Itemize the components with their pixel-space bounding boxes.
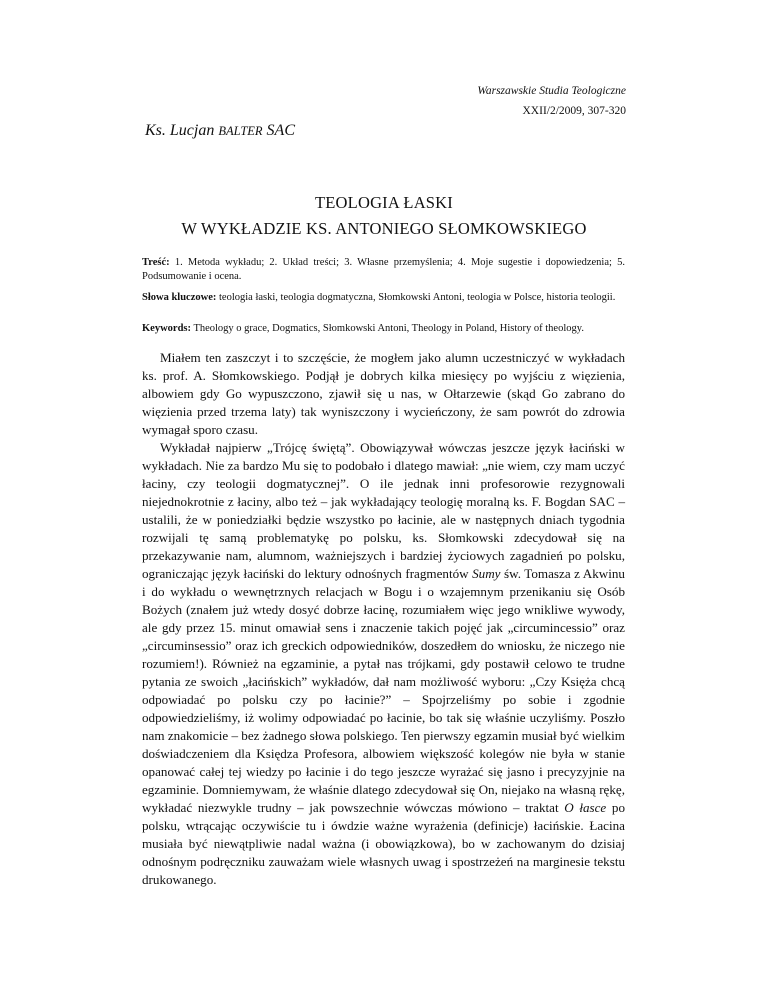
contents-text: 1. Metoda wykładu; 2. Układ treści; 3. Własne przemyślenia; 4. Moje sugestie i dopowiedzenia; 5. Podsumowanie i ocena. <box>142 257 625 282</box>
journal-header <box>477 81 626 121</box>
paragraph-2-part-b: św. Tomasza z Akwinu i do wykładu o wewnętrznych relacjach w Bogu i o wzajemnym przenikaniu się Osób Bożych (znałem już wtedy dosyć dobrze łacinę, rozumiałem więc jego wnikliwe wywody, ale gdy przez 15. minut omawiał sens i znaczenie takich pojęć jak „circumincessio” oraz „circuminsessio” oraz ich greckich odpowiedników, doszedłem do wniosku, że niczego nie rozumiem!). Również na egzaminie, a pytał nas trójkami, gdy postawił celowo te trudne pytania ze swoich „łacińskich” wykładów, dał nam możliwość wyboru: „Czy Księża chcą odpowiadać po polsku czy po łacinie?” – Spojrzeliśmy po sobie i zgodnie odpowiedzieliśmy, iż wolimy odpowiadać po łacinie, bo tak się właśnie uczyliśmy. Poszło nam znakomicie – bez żadnego słowa polskiego. Ten pierwszy egzamin musiał być wielkim doświadczeniem dla Księdza Profesora, albowiem większość kolegów nie była w stanie opanować całej tej wiedzy po łacinie i do tego jeszcze wyrażać się jasno i precyzyjnie na egzaminie. Domniemywam, że właśnie dlatego zdecydował się On, niejako na własną rękę, wykładać niezwykle trudny – jak powszechnie wówczas mówiono – traktat <box>142 566 625 815</box>
author-surname: BALTER <box>218 124 263 138</box>
article-body <box>142 349 625 889</box>
italic-o-lasce: O łasce <box>564 800 607 815</box>
author-prefix: Ks. Lucjan <box>145 122 215 139</box>
paragraph-2-part-c: po polsku, wtrącając oczywiście tu i ówdzie ważne wyrażenia (definicje) łacińskie. Łacina musiała być niewątpliwie nadal ważna (i obowiązkowa), bo w zachowanym do dzisiaj odnośnym podręczniku zauważam wiele własnych uwag i spostrzeżeń na marginesie tekstu drukowanego. <box>142 800 625 887</box>
title-line-1: TEOLOGIA ŁASKI <box>315 193 453 212</box>
paragraph-2 <box>142 439 625 889</box>
volume-pages: XXII/2/2009, 307-320 <box>522 105 626 117</box>
contents-label: Treść: <box>142 257 170 268</box>
polish-keywords-text: teologia łaski, teologia dogmatyczna, Słomkowski Antoni, teologia w Polsce, historia teologii. <box>219 292 616 303</box>
paragraph-2-part-a: Wykładał najpierw „Trójcę świętą”. Obowiązywał wówczas jeszcze język łaciński w wykładach. Nie za bardzo Mu się to podobało i dlatego mawiał: „nie wiem, czy mam uczyć łaciny, czy teologii dogmatycznej”. O ile jednak inni profesorowie rezygnowali niejednokrotnie z łaciny, albo też – jak wykładający teologię moralną ks. F. Bogdan SAC – ustalili, że w poniedziałki będzie wszystko po łacinie, ale w następnych dniach tygodnia rozwijali tę samą problematykę po polsku, ks. Słomkowski zdecydował się na przekazywanie nam, alumnom, ważniejszych i bardziej życiowych zagadnień po polsku, ograniczając język łaciński do lektury odnośnych fragmentów <box>142 440 625 581</box>
paragraph-1: Miałem ten zaszczyt i to szczęście, że mogłem jako alumn uczestniczyć w wykładach ks. prof. A. Słomkowskiego. Podjął je dobrych kilka miesięcy po wyjściu z więzienia, albowiem gdy Go wypuszczono, zjawił się u nas, w Ołtarzewie (skąd Go zabrano do więzienia przed trzema laty) tak wyniszczony i wycieńczony, że sam powrót do zdrowia wymagał sporo czasu. <box>142 350 625 437</box>
author-suffix: SAC <box>266 122 295 139</box>
article-title <box>0 190 768 242</box>
title-line-2: W WYKŁADZIE KS. ANTONIEGO SŁOMKOWSKIEGO <box>181 219 587 238</box>
english-keywords-label: Keywords: <box>142 323 191 334</box>
polish-keywords-label: Słowa kluczowe: <box>142 292 217 303</box>
author-line <box>145 122 295 140</box>
english-keywords <box>142 322 625 336</box>
contents-summary <box>142 256 625 284</box>
journal-name: Warszawskie Studia Teologiczne <box>477 85 626 97</box>
italic-sumy: Sumy <box>472 566 501 581</box>
polish-keywords <box>142 291 625 305</box>
english-keywords-text: Theology o grace, Dogmatics, Słomkowski Antoni, Theology in Poland, History of theology. <box>193 323 584 334</box>
